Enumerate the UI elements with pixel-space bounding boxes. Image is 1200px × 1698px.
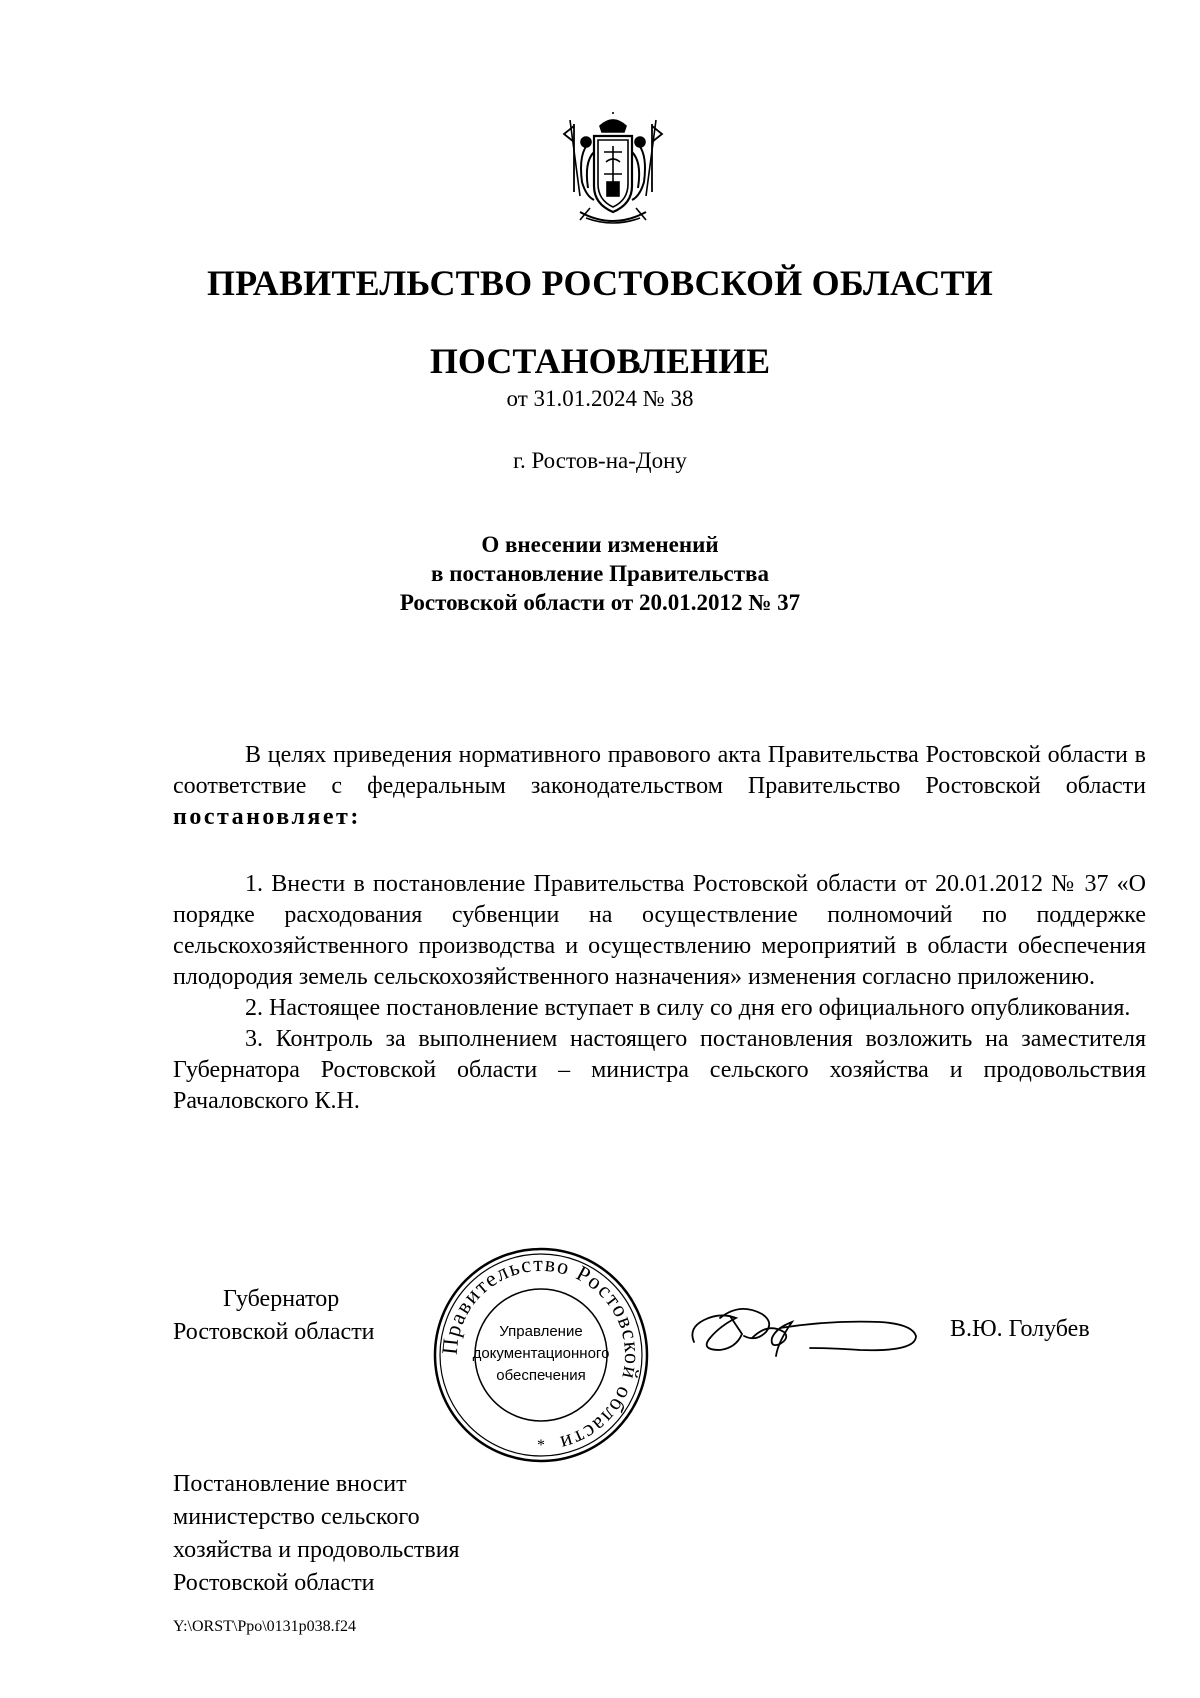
seal-ring-text: Правительство Ростовской области: [436, 1250, 646, 1457]
official-seal: [430, 1244, 652, 1466]
seal-star: *: [537, 1437, 545, 1454]
submitter-line: хозяйства и продовольствия: [173, 1537, 460, 1563]
document-title: [0, 530, 1200, 617]
handwritten-signature: [680, 1298, 930, 1372]
preamble: [173, 740, 1146, 833]
title-line: в постановление Правительства: [431, 561, 769, 586]
document-type: ПОСТАНОВЛЕНИЕ: [429, 341, 771, 381]
resolution-item: 1. Внести в постановление Правительства Ростовской области от 20.01.2012 № 37 «О порядке расходования субвенции на осуществление полномочий по поддержке сельскохозяйственного производства и осуществлению мероприятий в области обеспечения плодородия земель сельскохозяйственного назначения» изменения согласно приложению.: [173, 871, 1146, 990]
signatory-role-line: Губернатор: [223, 1286, 340, 1312]
seal-center-line: Управление: [499, 1323, 583, 1340]
seal-center-line: обеспечения: [496, 1367, 586, 1384]
signatory-role: [173, 1283, 375, 1349]
seal-center-line: документационного: [472, 1345, 610, 1362]
title-line: Ростовской области от 20.01.2012 № 37: [399, 590, 801, 615]
resolution-item: 2. Настоящее постановление вступает в силу со дня его официального опубликования.: [245, 995, 1131, 1021]
submitter-line: министерство сельского: [173, 1504, 420, 1530]
file-reference: Y:\ORST\Ppo\0131p038.f24: [173, 1618, 356, 1635]
organization-name: ПРАВИТЕЛЬСТВО РОСТОВСКОЙ ОБЛАСТИ: [206, 263, 994, 303]
resolution-items: [173, 869, 1146, 1117]
resolves-word: постановляет:: [173, 804, 361, 830]
submitter-line: Постановление вносит: [173, 1471, 407, 1497]
submitter-note: [173, 1468, 460, 1600]
document-city: г. Ростов-на-Дону: [513, 448, 687, 473]
resolution-item: 3. Контроль за выполнением настоящего постановления возложить на заместителя Губернатора Ростовской области – министра сельского хозяйства и продовольствия Рачаловского К.Н.: [173, 1026, 1146, 1114]
document-date-number: от 31.01.2024 № 38: [506, 386, 694, 411]
preamble-paragraph: [173, 740, 1146, 833]
preamble-text: В целях приведения нормативного правового акта Правительства Ростовской области в соответствие с федеральным законодательством Правительство Ростовской области: [173, 742, 1146, 799]
signatory-name: В.Ю. Голубев: [950, 1316, 1090, 1342]
submitter-line: Ростовской области: [173, 1570, 375, 1596]
signatory-role-line: Ростовской области: [173, 1319, 375, 1345]
title-line: О внесении изменений: [481, 532, 719, 557]
rostov-oblast-coat-of-arms-icon: [560, 112, 666, 230]
